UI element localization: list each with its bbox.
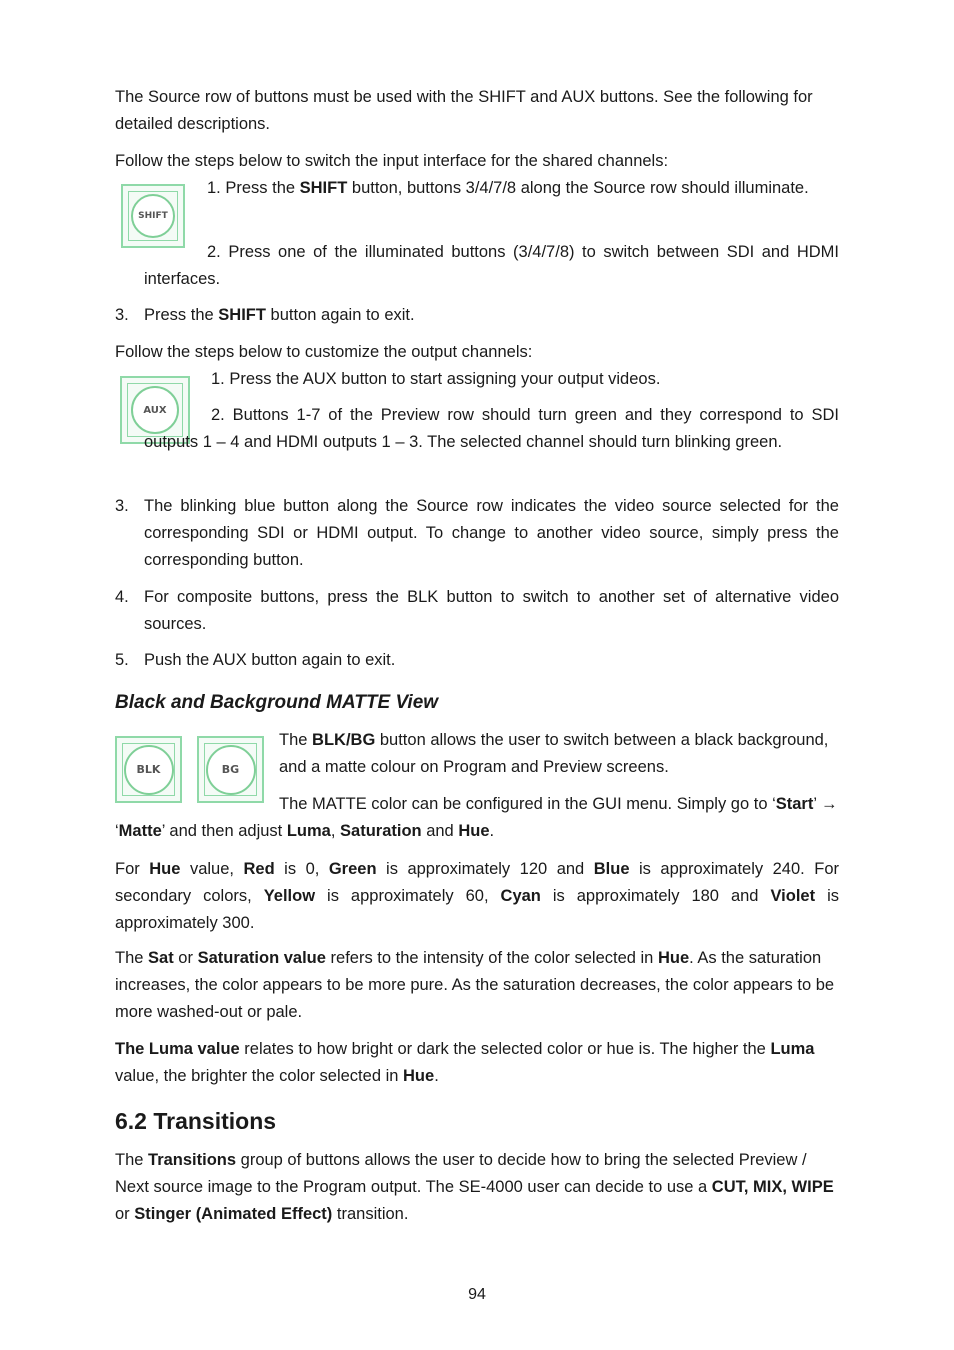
shift-icon-label: SHIFT xyxy=(131,194,175,238)
aux-step-4: 4. For composite buttons, press the BLK button to switch to another set of alternative video sources. xyxy=(115,588,839,633)
aux-step-5: 5. Push the AUX button again to exit. xyxy=(115,651,396,669)
matte-heading: Black and Background MATTE View xyxy=(115,692,439,713)
aux-step-2: 2. Buttons 1-7 of the Preview row should turn green and they correspond to SDI outputs 1 – 4 and HDMI outputs 1 – 3. The selected channel should turn blinking green. xyxy=(144,406,839,451)
transitions-paragraph: The Transitions group of buttons allows the user to decide how to bring the selected Preview / Next source image to the Program output. The SE-4000 user can decide to use a CUT, MIX, WIPE or Stinger (Animated Effect) transition. xyxy=(115,1151,834,1223)
transitions-heading: 6.2 Transitions xyxy=(115,1108,277,1134)
hue-paragraph: For Hue value, Red is 0, Green is approximately 120 and Blue is approximately 240. For secondary colors, Yellow is approximately 60, Cyan is approximately 180 and Violet is approximately 300. xyxy=(115,860,840,932)
shift-intro-paragraph: Follow the steps below to switch the input interface for the shared channels: xyxy=(115,152,669,170)
shift-step-3: 3. Press the SHIFT button again to exit. xyxy=(115,306,415,324)
blk-icon-label: BLK xyxy=(124,745,174,795)
aux-step-1: 1. Press the AUX button to start assigning your output videos. xyxy=(211,370,661,388)
blk-bg-paragraph: The BLK/BG button allows the user to switch between a black background, and a matte colour on Program and Preview screens. xyxy=(279,731,829,776)
aux-step-3: 3. The blinking blue button along the Source row indicates the video source selected for the corresponding SDI or HDMI output. To change to another video source, simply press the corresponding button. xyxy=(115,497,839,569)
intro-paragraph: The Source row of buttons must be used with the SHIFT and AUX buttons. See the following for detailed descriptions. xyxy=(115,88,813,133)
bg-icon-label: BG xyxy=(206,745,256,795)
luma-paragraph: The Luma value relates to how bright or dark the selected color or hue is. The higher the Luma value, the brighter the color selected in Hue. xyxy=(115,1040,815,1085)
aux-intro-paragraph: Follow the steps below to customize the output channels: xyxy=(115,343,533,361)
matte-config-paragraph: The MATTE color can be configured in the GUI menu. Simply go to ‘Start’ → ‘Matte’ and then adjust Luma, Saturation and Hue. xyxy=(115,795,838,840)
aux-icon-label: AUX xyxy=(131,386,179,434)
saturation-paragraph: The Sat or Saturation value refers to the intensity of the color selected in Hue. As the saturation increases, the color appears to be more pure. As the saturation decreases, the color appears to be more washed-out or pale. xyxy=(115,949,835,1021)
page-number: 94 xyxy=(468,1286,486,1303)
shift-step-2: 2. Press one of the illuminated buttons (3/4/7/8) to switch between SDI and HDMI interfaces. xyxy=(144,243,839,288)
shift-step-1: 1. Press the SHIFT button, buttons 3/4/7/8 along the Source row should illuminate. xyxy=(207,179,809,197)
